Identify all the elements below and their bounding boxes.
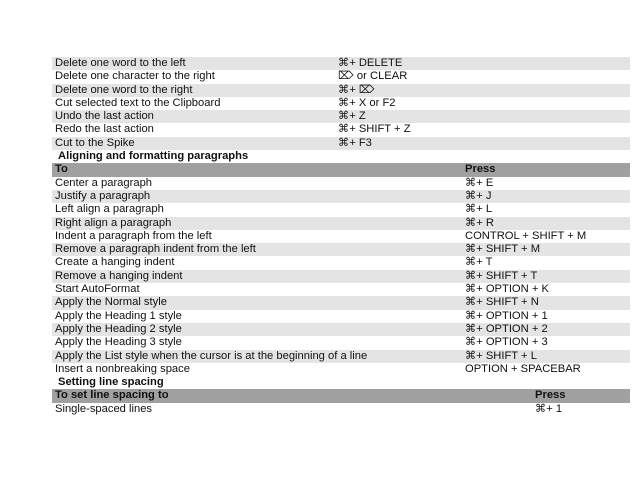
keys-cell: ⌘+ SHIFT + Z: [338, 123, 411, 136]
table-row: [52, 137, 630, 150]
action-cell: Redo the last action: [55, 123, 154, 136]
table-row: [52, 57, 630, 70]
table-row: [52, 243, 630, 256]
header-press: Press: [465, 163, 496, 176]
keys-cell: ⌘+ 1: [535, 402, 563, 415]
action-cell: Justify a paragraph: [55, 189, 151, 202]
table-row: [52, 350, 630, 363]
keys-cell: ⌘+ T: [465, 256, 493, 269]
line-spacing-table: [52, 389, 630, 416]
action-cell: Left align a paragraph: [55, 203, 164, 216]
table-row: [52, 217, 630, 230]
keys-cell: ⌘+ L: [465, 203, 493, 216]
table-row: [52, 190, 630, 203]
action-cell: Start AutoFormat: [55, 283, 140, 296]
action-cell: Cut selected text to the Clipboard: [55, 96, 221, 109]
table-row: [52, 296, 630, 309]
keys-cell: ⌘+ E: [465, 176, 494, 189]
table-row: [52, 123, 630, 136]
action-cell: Apply the Heading 3 style: [55, 336, 182, 349]
action-cell: Delete one character to the right: [55, 70, 215, 83]
action-cell: Center a paragraph: [55, 176, 153, 189]
action-cell: Apply the Normal style: [55, 296, 167, 309]
action-cell: Apply the Heading 1 style: [55, 309, 182, 322]
keys-cell: ⌘+ OPTION + K: [465, 283, 549, 296]
action-cell: Remove a paragraph indent from the left: [55, 243, 256, 256]
keys-cell: OPTION + SPACEBAR: [465, 362, 581, 375]
action-cell: Remove a hanging indent: [55, 269, 183, 282]
table-row: [52, 256, 630, 269]
action-cell: Create a hanging indent: [55, 256, 175, 269]
action-cell: Right align a paragraph: [55, 216, 172, 229]
keys-cell: ⌘+ DELETE: [338, 57, 403, 69]
paragraph-shortcuts-table: [52, 163, 630, 376]
keys-cell: ⌘+ ⌦: [338, 83, 375, 96]
header-to: To: [55, 163, 68, 176]
keys-cell: ⌘+ X or F2: [338, 96, 396, 109]
table-row: [52, 363, 630, 376]
action-cell: Insert a nonbreaking space: [55, 362, 190, 375]
table-row: [52, 97, 630, 110]
table-row: [52, 110, 630, 123]
table-row: [52, 403, 630, 416]
table-row: [52, 203, 630, 216]
keys-cell: ⌘+ J: [465, 189, 492, 202]
action-cell: Delete one word to the left: [55, 57, 186, 69]
table-row: [52, 283, 630, 296]
action-cell: Apply the Heading 2 style: [55, 322, 182, 335]
header-press: Press: [535, 389, 566, 402]
keys-cell: ⌦ or CLEAR: [338, 70, 408, 83]
shortcut-document: [52, 57, 630, 416]
table-row: [52, 230, 630, 243]
action-cell: Undo the last action: [55, 110, 154, 123]
keys-cell: ⌘+ OPTION + 1: [465, 309, 548, 322]
keys-cell: ⌘+ SHIFT + L: [465, 349, 537, 362]
keys-cell: ⌘+ OPTION + 2: [465, 322, 548, 335]
table-header-row: [52, 389, 630, 402]
table-row: [52, 310, 630, 323]
table-header-row: [52, 163, 630, 176]
action-cell: Single-spaced lines: [55, 402, 153, 415]
keys-cell: ⌘+ SHIFT + N: [465, 296, 539, 309]
keys-cell: ⌘+ F3: [338, 136, 372, 149]
header-to: To set line spacing to: [55, 389, 169, 402]
keys-cell: ⌘+ OPTION + 3: [465, 336, 548, 349]
editing-shortcuts-table: [52, 57, 630, 150]
action-cell: Cut to the Spike: [55, 136, 135, 149]
keys-cell: ⌘+ R: [465, 216, 494, 229]
section-heading-paragraphs: Aligning and formatting paragraphs: [58, 150, 249, 163]
action-cell: Indent a paragraph from the left: [55, 229, 212, 242]
table-row: [52, 70, 630, 83]
section-heading-line-spacing: Setting line spacing: [58, 376, 164, 389]
table-row: [52, 336, 630, 349]
table-row: [52, 177, 630, 190]
action-cell: Apply the List style when the cursor is at the beginning of a line: [55, 349, 368, 362]
keys-cell: ⌘+ Z: [338, 110, 366, 123]
keys-cell: ⌘+ SHIFT + M: [465, 243, 541, 256]
action-cell: Delete one word to the right: [55, 83, 193, 96]
keys-cell: ⌘+ SHIFT + T: [465, 269, 538, 282]
keys-cell: CONTROL + SHIFT + M: [465, 229, 587, 242]
table-row: [52, 84, 630, 97]
table-row: [52, 323, 630, 336]
table-row: [52, 270, 630, 283]
